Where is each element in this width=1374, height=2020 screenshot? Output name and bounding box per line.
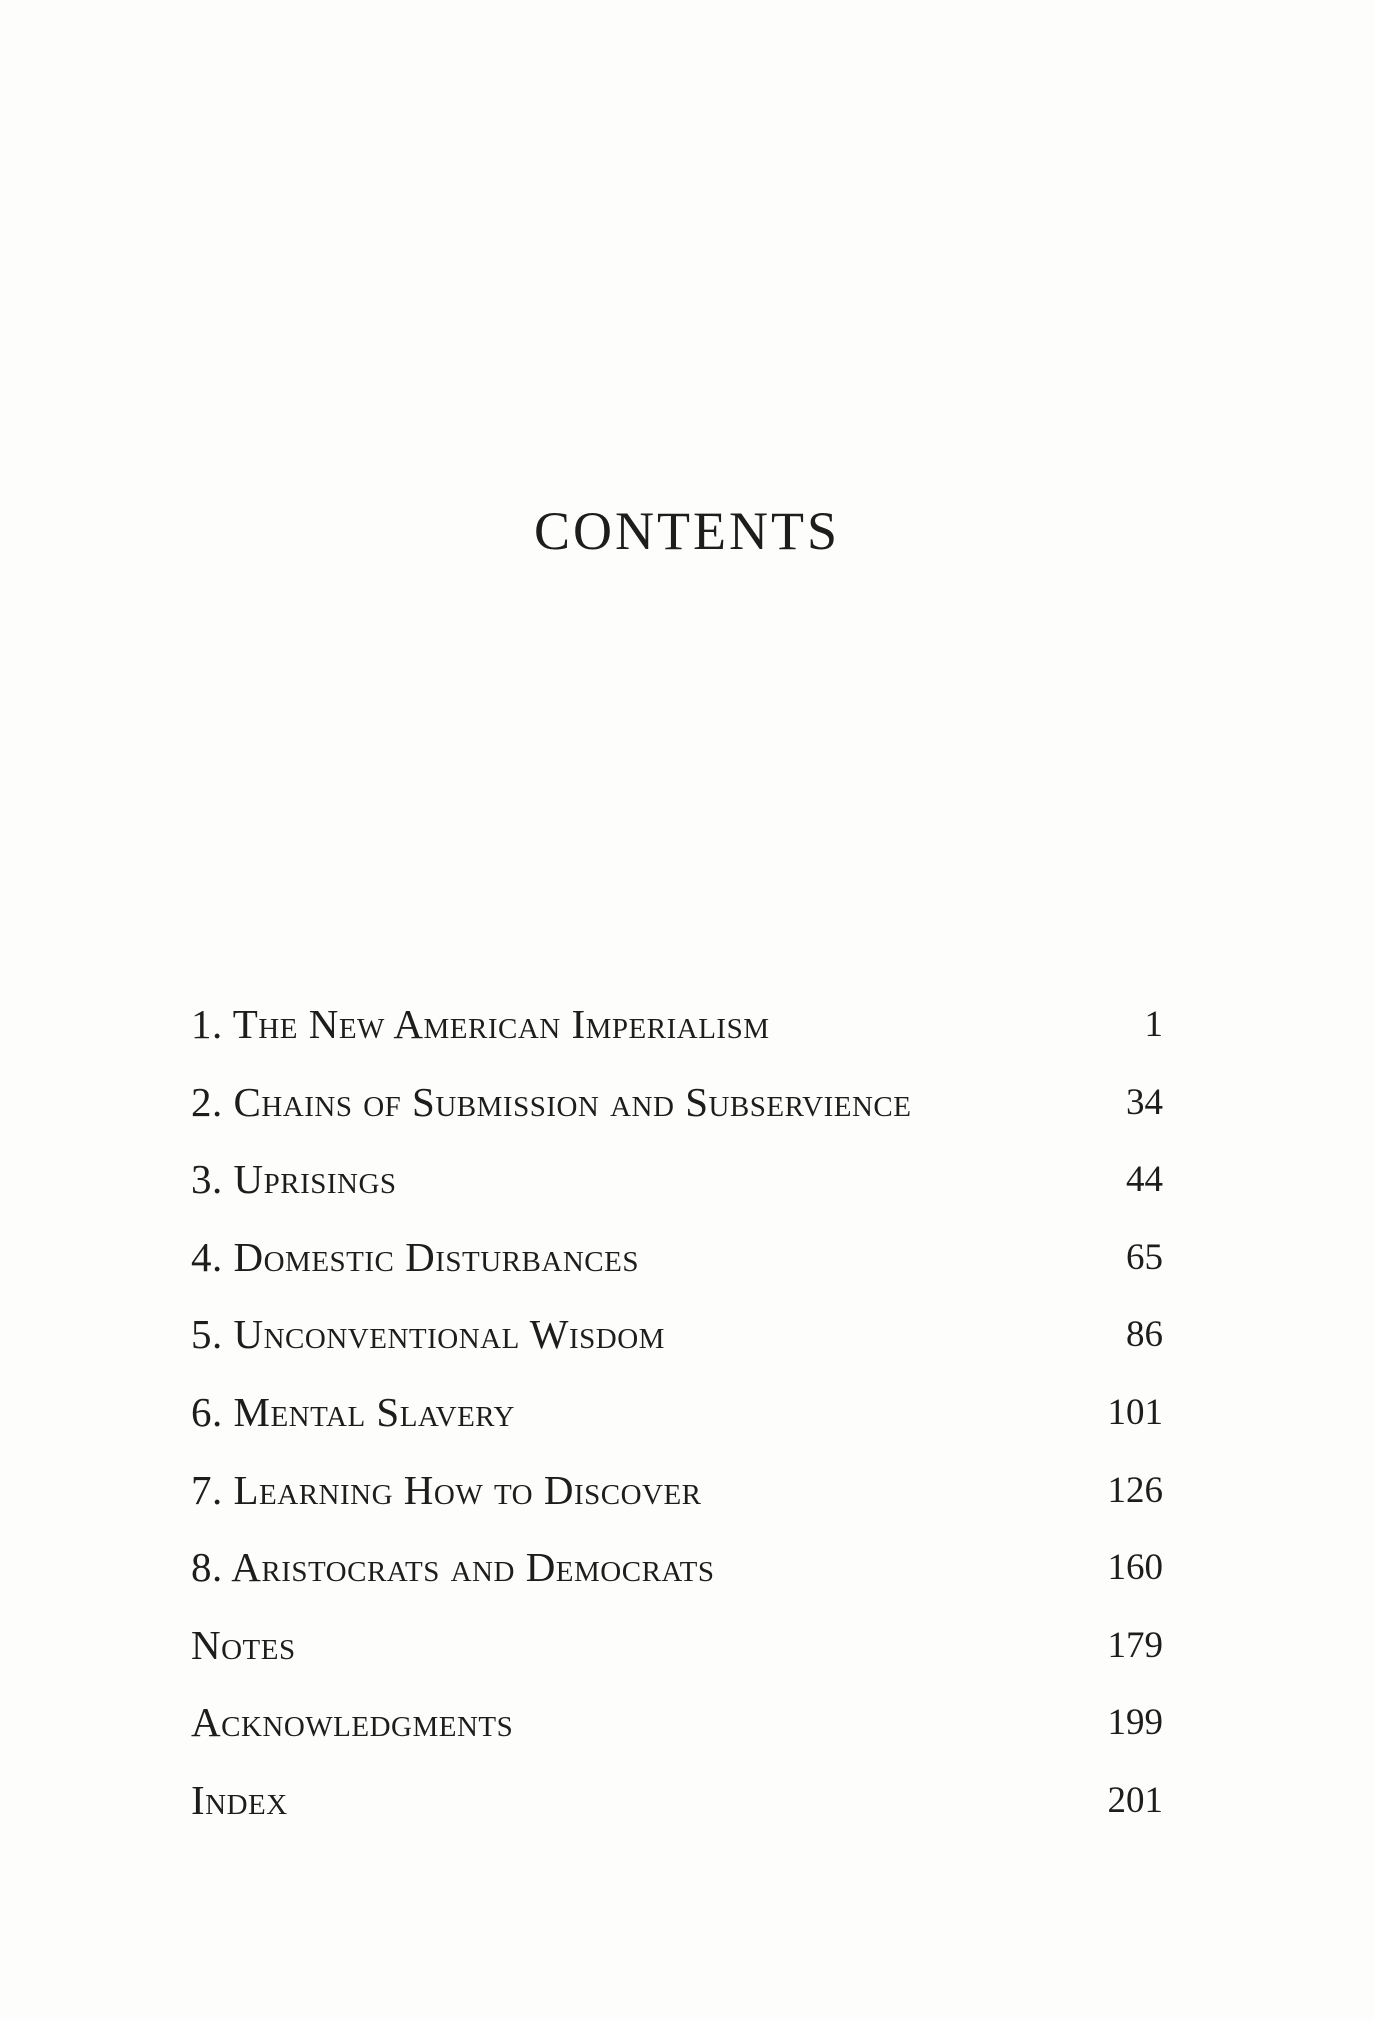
- toc-entry-label: 5. Unconventional Wisdom: [191, 1311, 665, 1358]
- toc-entry-page-number: 126: [1107, 1469, 1163, 1511]
- page-title: CONTENTS: [534, 501, 840, 561]
- toc-entry-label: Index: [191, 1776, 288, 1823]
- toc-entry-page-number: 201: [1107, 1779, 1163, 1821]
- toc-entry-page-number: 160: [1107, 1547, 1163, 1589]
- toc-entry-page-number: 44: [1126, 1159, 1163, 1201]
- toc-entry-index: [191, 1762, 1163, 1840]
- toc-entry-page-number: 65: [1126, 1236, 1163, 1278]
- toc-entry-page-number: 34: [1126, 1081, 1163, 1123]
- toc-entry-page-number: 179: [1107, 1624, 1163, 1666]
- toc-entry-chapter-1: [191, 986, 1163, 1064]
- toc-entry-label: 7. Learning How to Discover: [191, 1466, 702, 1513]
- toc-entry-label: Notes: [191, 1621, 296, 1668]
- toc-entry-chapter-6: [191, 1374, 1163, 1452]
- toc-entry-chapter-5: [191, 1296, 1163, 1374]
- toc-entry-label: 8. Aristocrats and Democrats: [191, 1544, 715, 1591]
- toc-entry-chapter-2: [191, 1064, 1163, 1142]
- toc-entry-notes: [191, 1607, 1163, 1685]
- toc-entry-chapter-4: [191, 1219, 1163, 1297]
- toc-entry-label: 1. The New American Imperialism: [191, 1001, 770, 1047]
- toc-entry-label: 3. Uprisings: [191, 1156, 397, 1203]
- toc-entry-label: Acknowledgments: [191, 1699, 514, 1746]
- toc-entry-label: 2. Chains of Submission and Subservience: [191, 1078, 912, 1125]
- toc-entry-chapter-8: [191, 1529, 1163, 1607]
- toc-entry-page-number: 86: [1126, 1314, 1163, 1356]
- toc-entry-page-number: 101: [1107, 1391, 1163, 1433]
- toc-entry-page-number: 199: [1107, 1702, 1163, 1744]
- toc-entry-chapter-3: [191, 1141, 1163, 1219]
- toc-entry-label: 6. Mental Slavery: [191, 1388, 515, 1435]
- table-of-contents: [191, 986, 1163, 1840]
- toc-entry-acknowledgments: [191, 1684, 1163, 1762]
- toc-entry-chapter-7: [191, 1452, 1163, 1530]
- toc-entry-label: 4. Domestic Disturbances: [191, 1233, 639, 1280]
- toc-entry-page-number: 1: [1144, 1004, 1163, 1045]
